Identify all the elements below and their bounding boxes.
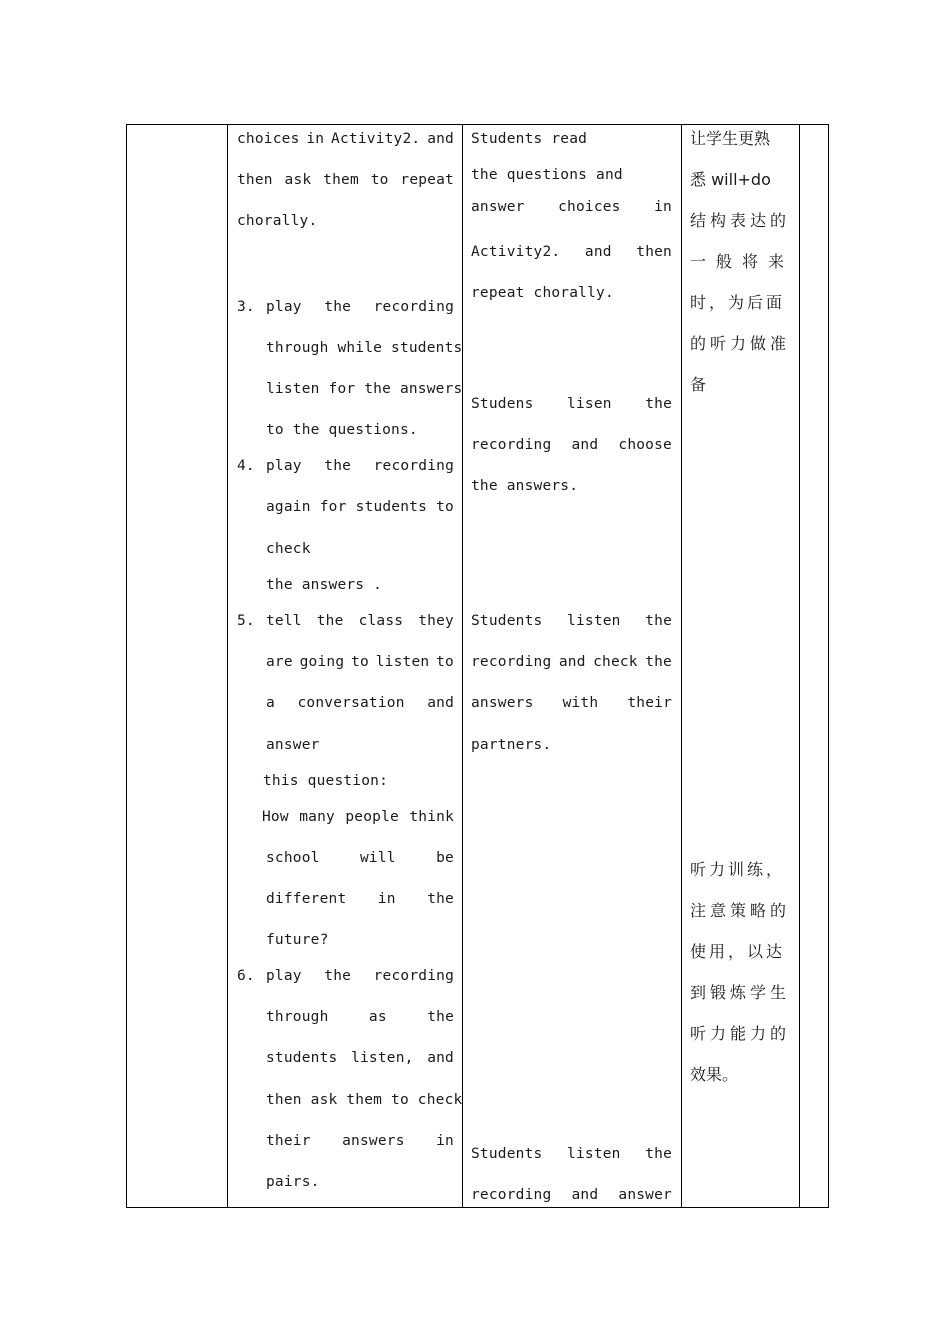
word: they [418, 613, 454, 629]
text-line: then ask them to check [266, 1092, 463, 1108]
text-line [266, 966, 454, 986]
lesson-plan-table [126, 124, 829, 1208]
word: going [299, 654, 345, 670]
word: play [266, 968, 302, 984]
word: to [351, 654, 369, 670]
text-line [471, 435, 672, 455]
word: to [436, 654, 454, 670]
text-line [266, 611, 454, 631]
word: recording [471, 1187, 552, 1203]
word: then [237, 172, 273, 188]
word: conversation [297, 695, 405, 711]
text-line: the answers . [266, 577, 383, 593]
text-line [266, 497, 454, 517]
list-number: 6. [237, 968, 255, 984]
word: the [324, 968, 352, 984]
word: and [571, 1187, 599, 1203]
text-line: 到锻炼学生 [690, 983, 791, 1002]
word: through [266, 1009, 329, 1025]
word: tell [266, 613, 302, 629]
word: and [584, 244, 612, 260]
text-line [471, 611, 672, 631]
text-line [266, 297, 454, 317]
word: check [593, 654, 638, 670]
text-line: 让学生更熟 [690, 129, 771, 148]
word: their [627, 695, 672, 711]
word: the [324, 299, 352, 315]
word: the [324, 458, 352, 474]
text-line [471, 197, 672, 217]
text-line: pairs. [266, 1174, 320, 1190]
text-line: answer [266, 737, 320, 753]
table-row [127, 125, 829, 1208]
word: listen, [351, 1050, 414, 1066]
word: to [436, 499, 454, 515]
text-line: the answers. [471, 478, 579, 494]
text-line [266, 652, 454, 672]
word: many [299, 809, 335, 825]
word: lisen [567, 396, 612, 412]
word: recording [373, 299, 454, 315]
text-line [471, 1144, 672, 1164]
text-line [471, 242, 672, 262]
word: choose [618, 437, 672, 453]
word: answer [471, 199, 525, 215]
word: ask [284, 172, 312, 188]
word: for [319, 499, 347, 515]
word: are [266, 654, 293, 670]
text-line [266, 456, 454, 476]
word: and [427, 1050, 454, 1066]
word: students [355, 499, 428, 515]
text-line: 备 [690, 375, 707, 394]
text-line [266, 889, 454, 909]
word: the [645, 613, 672, 629]
word: the [316, 613, 344, 629]
text-line: 悉 will+do [690, 170, 771, 189]
word: recording [373, 968, 454, 984]
text-line [237, 129, 454, 149]
text-line: the questions and [471, 167, 623, 183]
text-line [471, 652, 672, 672]
text-line: chorally. [237, 213, 318, 229]
word: the [427, 1009, 454, 1025]
text-line [471, 1185, 672, 1205]
word: repeat [400, 172, 454, 188]
text-line: 一般将来 [690, 252, 795, 271]
word: Students [471, 613, 543, 629]
word: again [266, 499, 311, 515]
word: in [654, 199, 672, 215]
text-line [266, 848, 454, 868]
word: listen [375, 654, 430, 670]
word: and [571, 437, 599, 453]
word: school [266, 850, 320, 866]
word: as [368, 1009, 387, 1025]
text-line [266, 1048, 454, 1068]
word: play [266, 458, 302, 474]
word: the [645, 654, 672, 670]
word: recording [373, 458, 454, 474]
word: their [266, 1133, 311, 1149]
text-line: partners. [471, 737, 552, 753]
text-line: future? [266, 932, 329, 948]
word: and [427, 131, 454, 147]
text-line [471, 394, 672, 414]
word: in [436, 1133, 454, 1149]
word: will [359, 850, 396, 866]
word: and [558, 654, 586, 670]
text-line: through while students [266, 340, 463, 356]
text-line: listen for the answers [266, 381, 463, 397]
word: choices [237, 131, 300, 147]
word: them [323, 172, 359, 188]
text-line: 注意策略的 [690, 901, 791, 920]
word: recording [471, 437, 552, 453]
text-line: to the questions. [266, 422, 418, 438]
word: recording [471, 654, 552, 670]
text-line: Students read [471, 131, 588, 147]
word: How [262, 809, 289, 825]
student-activity-cell [463, 125, 682, 1208]
word: think [409, 809, 454, 825]
word: in [306, 131, 325, 147]
teacher-activity-cell [228, 125, 463, 1208]
purpose-cell [682, 125, 800, 1208]
word: and [427, 695, 454, 711]
word: to [370, 172, 389, 188]
text-line: 听力能力的 [690, 1024, 791, 1043]
list-number: 3. [237, 299, 255, 315]
word: in [377, 891, 396, 907]
word: Activity2. [471, 244, 561, 260]
text-line: 使用，以达 [690, 942, 786, 961]
word: answers [342, 1133, 405, 1149]
notes-cell [800, 125, 829, 1208]
word: people [345, 809, 399, 825]
word: listen [567, 1146, 621, 1162]
word: different [266, 891, 347, 907]
text-line [266, 1131, 454, 1151]
text-line: 听力训练， [690, 860, 786, 879]
text-line [237, 170, 454, 190]
text-line: 的听力做准 [690, 334, 791, 353]
list-number: 4. [237, 458, 255, 474]
word: Students [471, 1146, 543, 1162]
word: the [645, 396, 672, 412]
text-line: repeat chorally. [471, 285, 614, 301]
word: then [636, 244, 672, 260]
word: Activity2. [331, 131, 421, 147]
word: class [358, 613, 404, 629]
word: the [645, 1146, 672, 1162]
list-number: 5. [237, 613, 255, 629]
text-line: check [266, 541, 311, 557]
text-line [266, 693, 454, 713]
word: the [427, 891, 454, 907]
word: a [266, 695, 275, 711]
text-line: this question: [263, 773, 389, 789]
word: be [436, 850, 454, 866]
word: with [562, 695, 599, 711]
word: listen [567, 613, 621, 629]
word: answers [471, 695, 534, 711]
word: play [266, 299, 302, 315]
word: answer [618, 1187, 672, 1203]
text-line: 效果。 [690, 1065, 739, 1084]
text-line [471, 693, 672, 713]
text-line [262, 807, 454, 827]
text-line: 结构表达的 [690, 211, 791, 230]
word: choices [558, 199, 621, 215]
word: Studens [471, 396, 534, 412]
word: students [266, 1050, 338, 1066]
stage-cell [127, 125, 228, 1208]
text-line [266, 1007, 454, 1027]
text-line: 时，为后面 [690, 293, 786, 312]
